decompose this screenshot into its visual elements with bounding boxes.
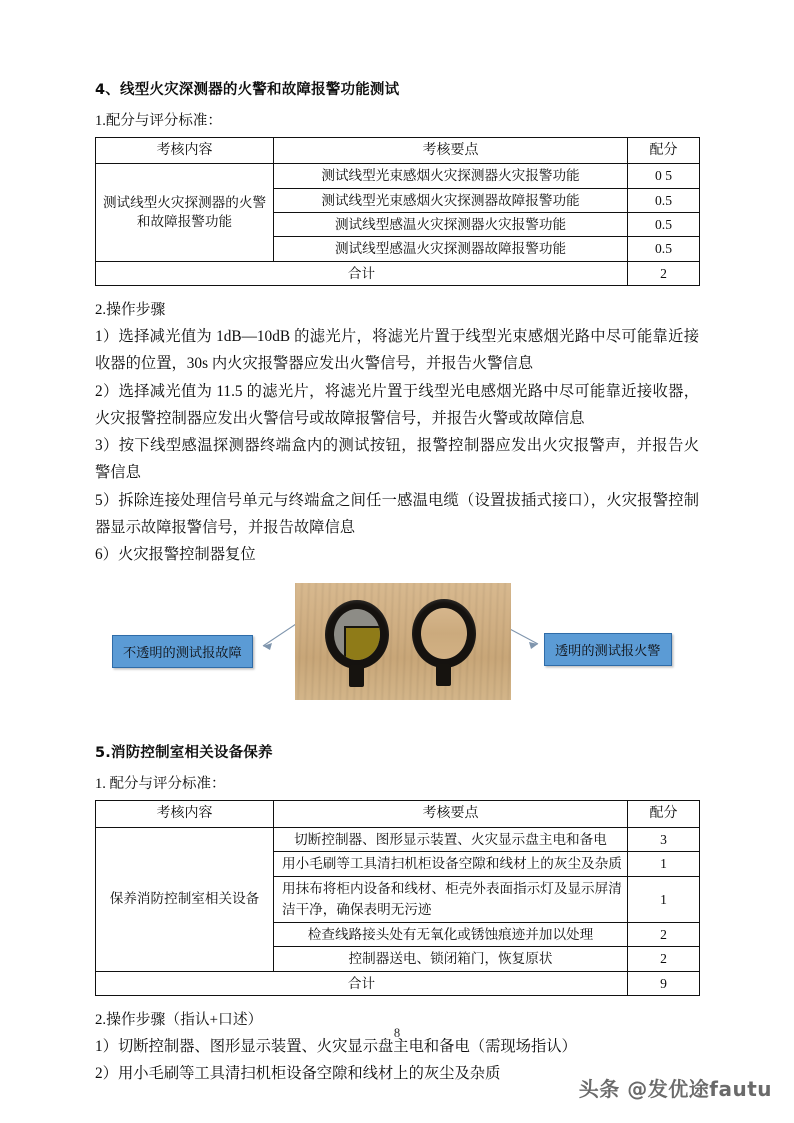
table-cell-score: 2: [628, 923, 700, 947]
table-total-label: 合计: [96, 261, 628, 285]
section5-heading: 5.消防控制室相关设备保养: [95, 745, 273, 762]
section4-steps: [95, 297, 699, 568]
opaque-filter-lens: [334, 609, 380, 660]
table-cell-point: 控制器送电、锁闭箱门，恢复原状: [274, 947, 628, 971]
table-total-score: 2: [628, 261, 700, 285]
table-cell-score: 0.5: [628, 188, 700, 212]
filter-figure: [95, 578, 699, 730]
callout-opaque-fault: 不透明的测试报故障: [112, 635, 253, 668]
table-header-points: 考核要点: [274, 800, 628, 827]
section4-criteria-label: 1.配分与评分标准：: [95, 112, 222, 129]
table-cell-score: 1: [628, 877, 700, 923]
table-cell-point: 用抹布将柜内设备和线材、柜壳外表面指示灯及显示屏清洁干净，确保表明无污迹: [274, 877, 628, 923]
filter-photograph: [295, 583, 511, 700]
section4-step-1: 1）选择减光值为 1dB—10dB 的滤光片，将滤光片置于线型光束感烟光路中尽可能靠近接收器的位置，30s 内火灾报警器应发出火警信号，并报告火警信息: [95, 328, 699, 373]
table-cell-content-label: 保养消防控制室相关设备: [96, 827, 274, 971]
section5-steps-heading: 2.操作步骤（指认+口述）: [95, 1011, 263, 1028]
section5-step-2: 2）用小毛刷等工具清扫机柜设备空隙和线材上的灰尘及杂质: [95, 1065, 501, 1083]
clear-filter-lens: [421, 608, 467, 659]
table-total-label: 合计: [96, 971, 628, 995]
table-cell-point: 用小毛刷等工具清扫机柜设备空隙和线材上的灰尘及杂质: [274, 851, 628, 876]
section4-step-6: 6）火灾报警控制器复位: [95, 545, 256, 563]
table-cell-point: 切断控制器、图形显示装置、火灾显示盘主电和备电: [274, 827, 628, 851]
table-total-score: 9: [628, 971, 700, 995]
section5-criteria-label: 1. 配分与评分标准：: [95, 775, 226, 792]
table-row: [96, 827, 700, 851]
table-header-row: [96, 137, 700, 164]
table-header-content: 考核内容: [96, 800, 274, 827]
table-cell-score: 1: [628, 851, 700, 876]
opaque-filter-ring: [325, 600, 389, 669]
table-cell-point: 检查线路接头处有无氧化或锈蚀痕迹并加以处理: [274, 923, 628, 947]
table-cell-point: 测试线型光束感烟火灾探测器火灾报警功能: [274, 164, 628, 188]
page-number: 8: [393, 1026, 401, 1040]
spacer: [95, 996, 699, 1005]
table-header-content: 考核内容: [96, 137, 274, 164]
table-header-score: 配分: [628, 800, 700, 827]
olive-filter-plate: [344, 626, 380, 660]
section4-heading: 4、线型火灾深测器的火警和故障报警功能测试: [95, 82, 400, 98]
table-cell-point: 测试线型光束感烟火灾探测器故障报警功能: [274, 188, 628, 212]
table-cell-score: 0 5: [628, 164, 700, 188]
table-header-points: 考核要点: [274, 137, 628, 164]
section5-step-1: 1）切断控制器、图形显示装置、火灾显示盘主电和备电（需现场指认）: [95, 1038, 577, 1056]
section4-steps-heading: 2.操作步骤: [95, 301, 166, 318]
table-row: [96, 164, 700, 188]
table-cell-point: 测试线型感温火灾探测器火灾报警功能: [274, 212, 628, 236]
table-cell-content-label: 测试线型火灾探测器的火警和故障报警功能: [96, 164, 274, 261]
table-cell-point: 测试线型感温火灾探测器故障报警功能: [274, 237, 628, 261]
clear-filter-handle: [436, 664, 451, 686]
section5-score-table: [95, 800, 700, 996]
table-header-row: [96, 800, 700, 827]
spacer: [95, 286, 699, 295]
watermark: 头条 @发优途fautu: [578, 1077, 772, 1101]
table-cell-score: 2: [628, 947, 700, 971]
section4-step-3: 3）按下线型感温探测器终端盒内的测试按钮，报警控制器应发出火灾报警声，并报告火警信息: [95, 437, 699, 482]
page-content: [95, 80, 699, 1088]
table-cell-score: 0.5: [628, 237, 700, 261]
callout-transparent-fire: 透明的测试报火警: [544, 633, 672, 666]
section4-score-table: [95, 137, 700, 286]
opaque-filter-handle: [349, 665, 364, 687]
section4-step-5: 5）拆除连接处理信号单元与终端盒之间任一感温电缆（设置拔插式接口），火灾报警控制器显示故障报警信号，并报告故障信息: [95, 491, 699, 536]
clear-filter-ring: [412, 599, 476, 668]
table-header-score: 配分: [628, 137, 700, 164]
table-total-row: [96, 971, 700, 995]
table-total-row: [96, 261, 700, 285]
section4-step-2: 2）选择减光值为 11.5 的滤光片，将滤光片置于线型光电感烟光路中尽可能靠近接收器，火灾报警控制器应发出火警信号或故障报警信号，并报告火警或故障信息: [95, 382, 699, 427]
table-cell-score: 3: [628, 827, 700, 851]
table-cell-score: 0.5: [628, 212, 700, 236]
